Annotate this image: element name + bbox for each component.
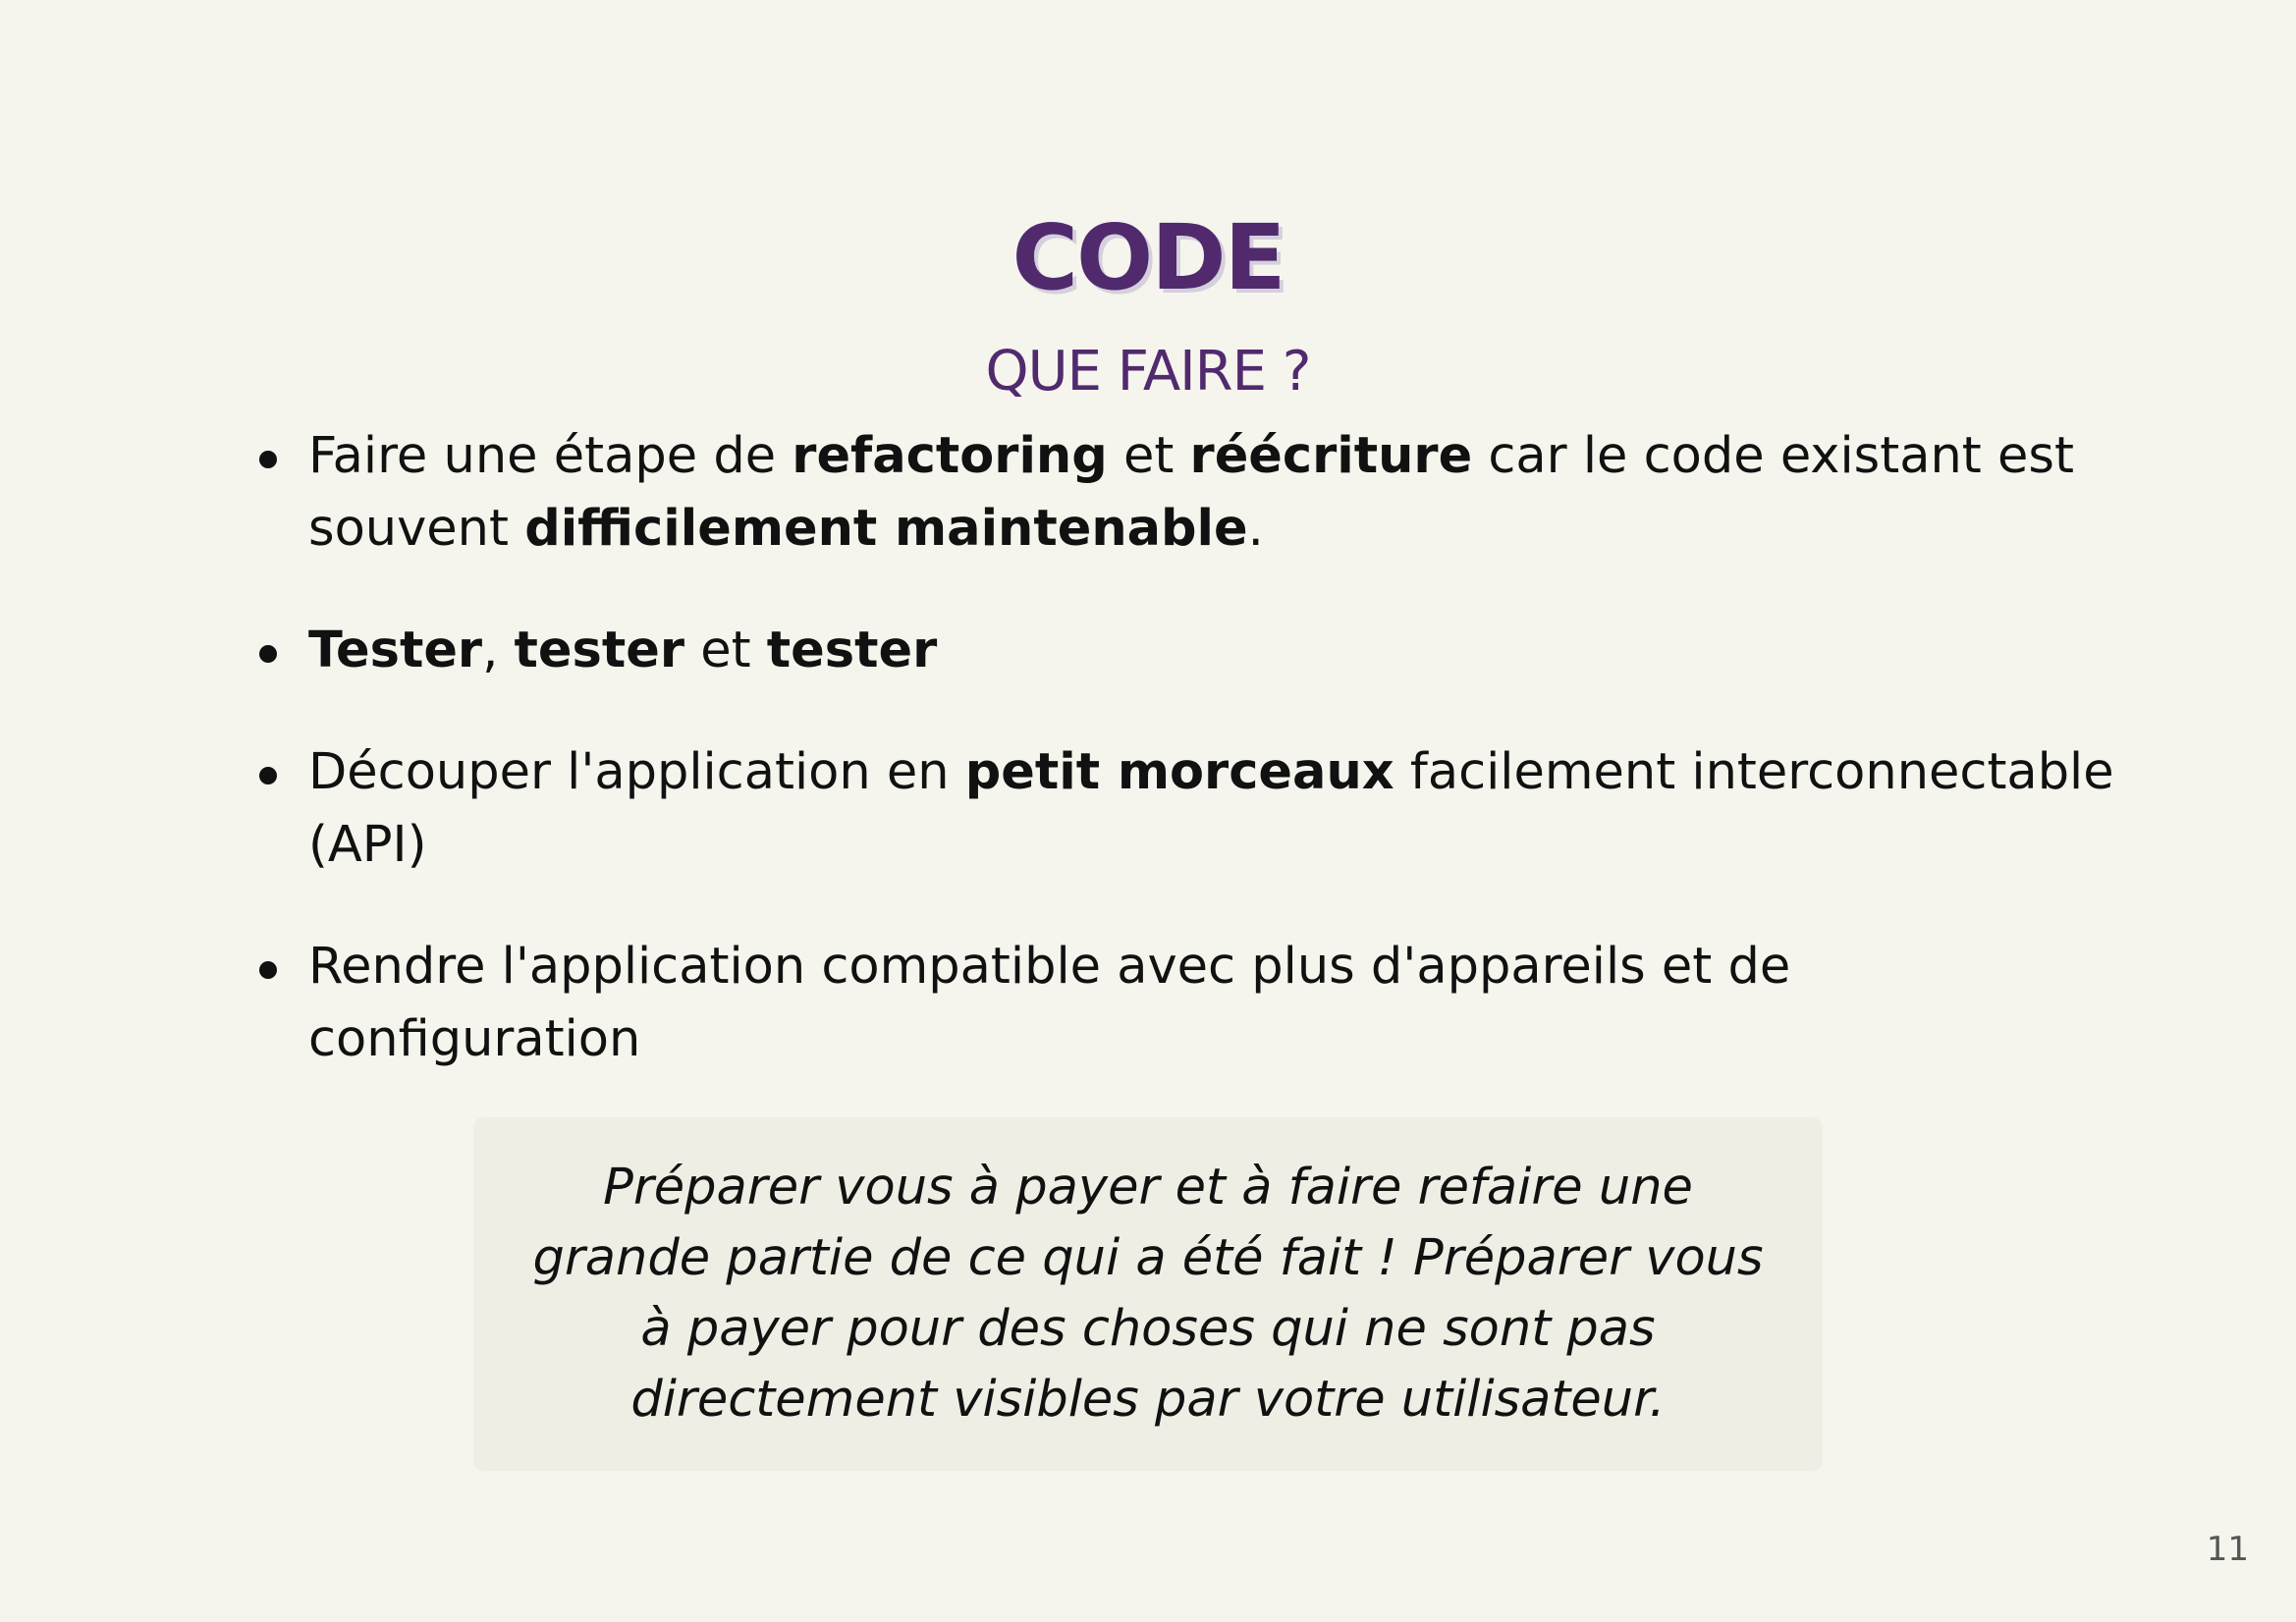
bullet-text: Découper l'application en (308, 743, 965, 801)
bullet-text: car le code existant est souvent (308, 427, 2074, 558)
bullet-list (255, 420, 2121, 1125)
slide-title: CODE (1011, 204, 1285, 310)
bullet-emphasis: difficilement maintenable (524, 500, 1248, 558)
bullet-dot-icon (259, 645, 277, 663)
quote-text: Préparer vous à payer et à faire refaire une grande partie de ce qui a été fait ! Préparer vous à payer pour des choses qui ne sont pas directement visibles par votre utilisateur. (532, 1159, 1764, 1429)
quote-box (473, 1117, 1823, 1471)
bullet-text: et (1107, 427, 1190, 485)
page-number: 11 (2206, 1530, 2249, 1569)
bullet-emphasis: refactoring (792, 427, 1108, 485)
bullet-dot-icon (259, 961, 277, 979)
bullet-dot-icon (259, 767, 277, 784)
bullet-text: , (482, 622, 515, 679)
bullet-text: facilement interconnectable (API) (308, 743, 2114, 874)
slide-subtitle: QUE FAIRE ? (985, 340, 1311, 405)
bullet-text: . (1247, 500, 1264, 558)
bullet-text: et (683, 622, 767, 679)
bullet-item (255, 615, 2121, 687)
bullet-text: Faire une étape de (308, 427, 793, 485)
bullet-text: Rendre l'application compatible avec plus d'appareils et de configuration (308, 938, 1791, 1068)
bullet-item (255, 931, 2121, 1076)
bullet-emphasis: Tester (308, 622, 483, 679)
bullet-item (255, 736, 2121, 882)
bullet-emphasis: tester (766, 622, 938, 679)
bullet-emphasis: petit morceaux (964, 743, 1394, 801)
bullet-emphasis: tester (514, 622, 684, 679)
bullet-emphasis: réécriture (1189, 427, 1473, 485)
bullet-item (255, 420, 2121, 566)
bullet-dot-icon (259, 451, 277, 468)
